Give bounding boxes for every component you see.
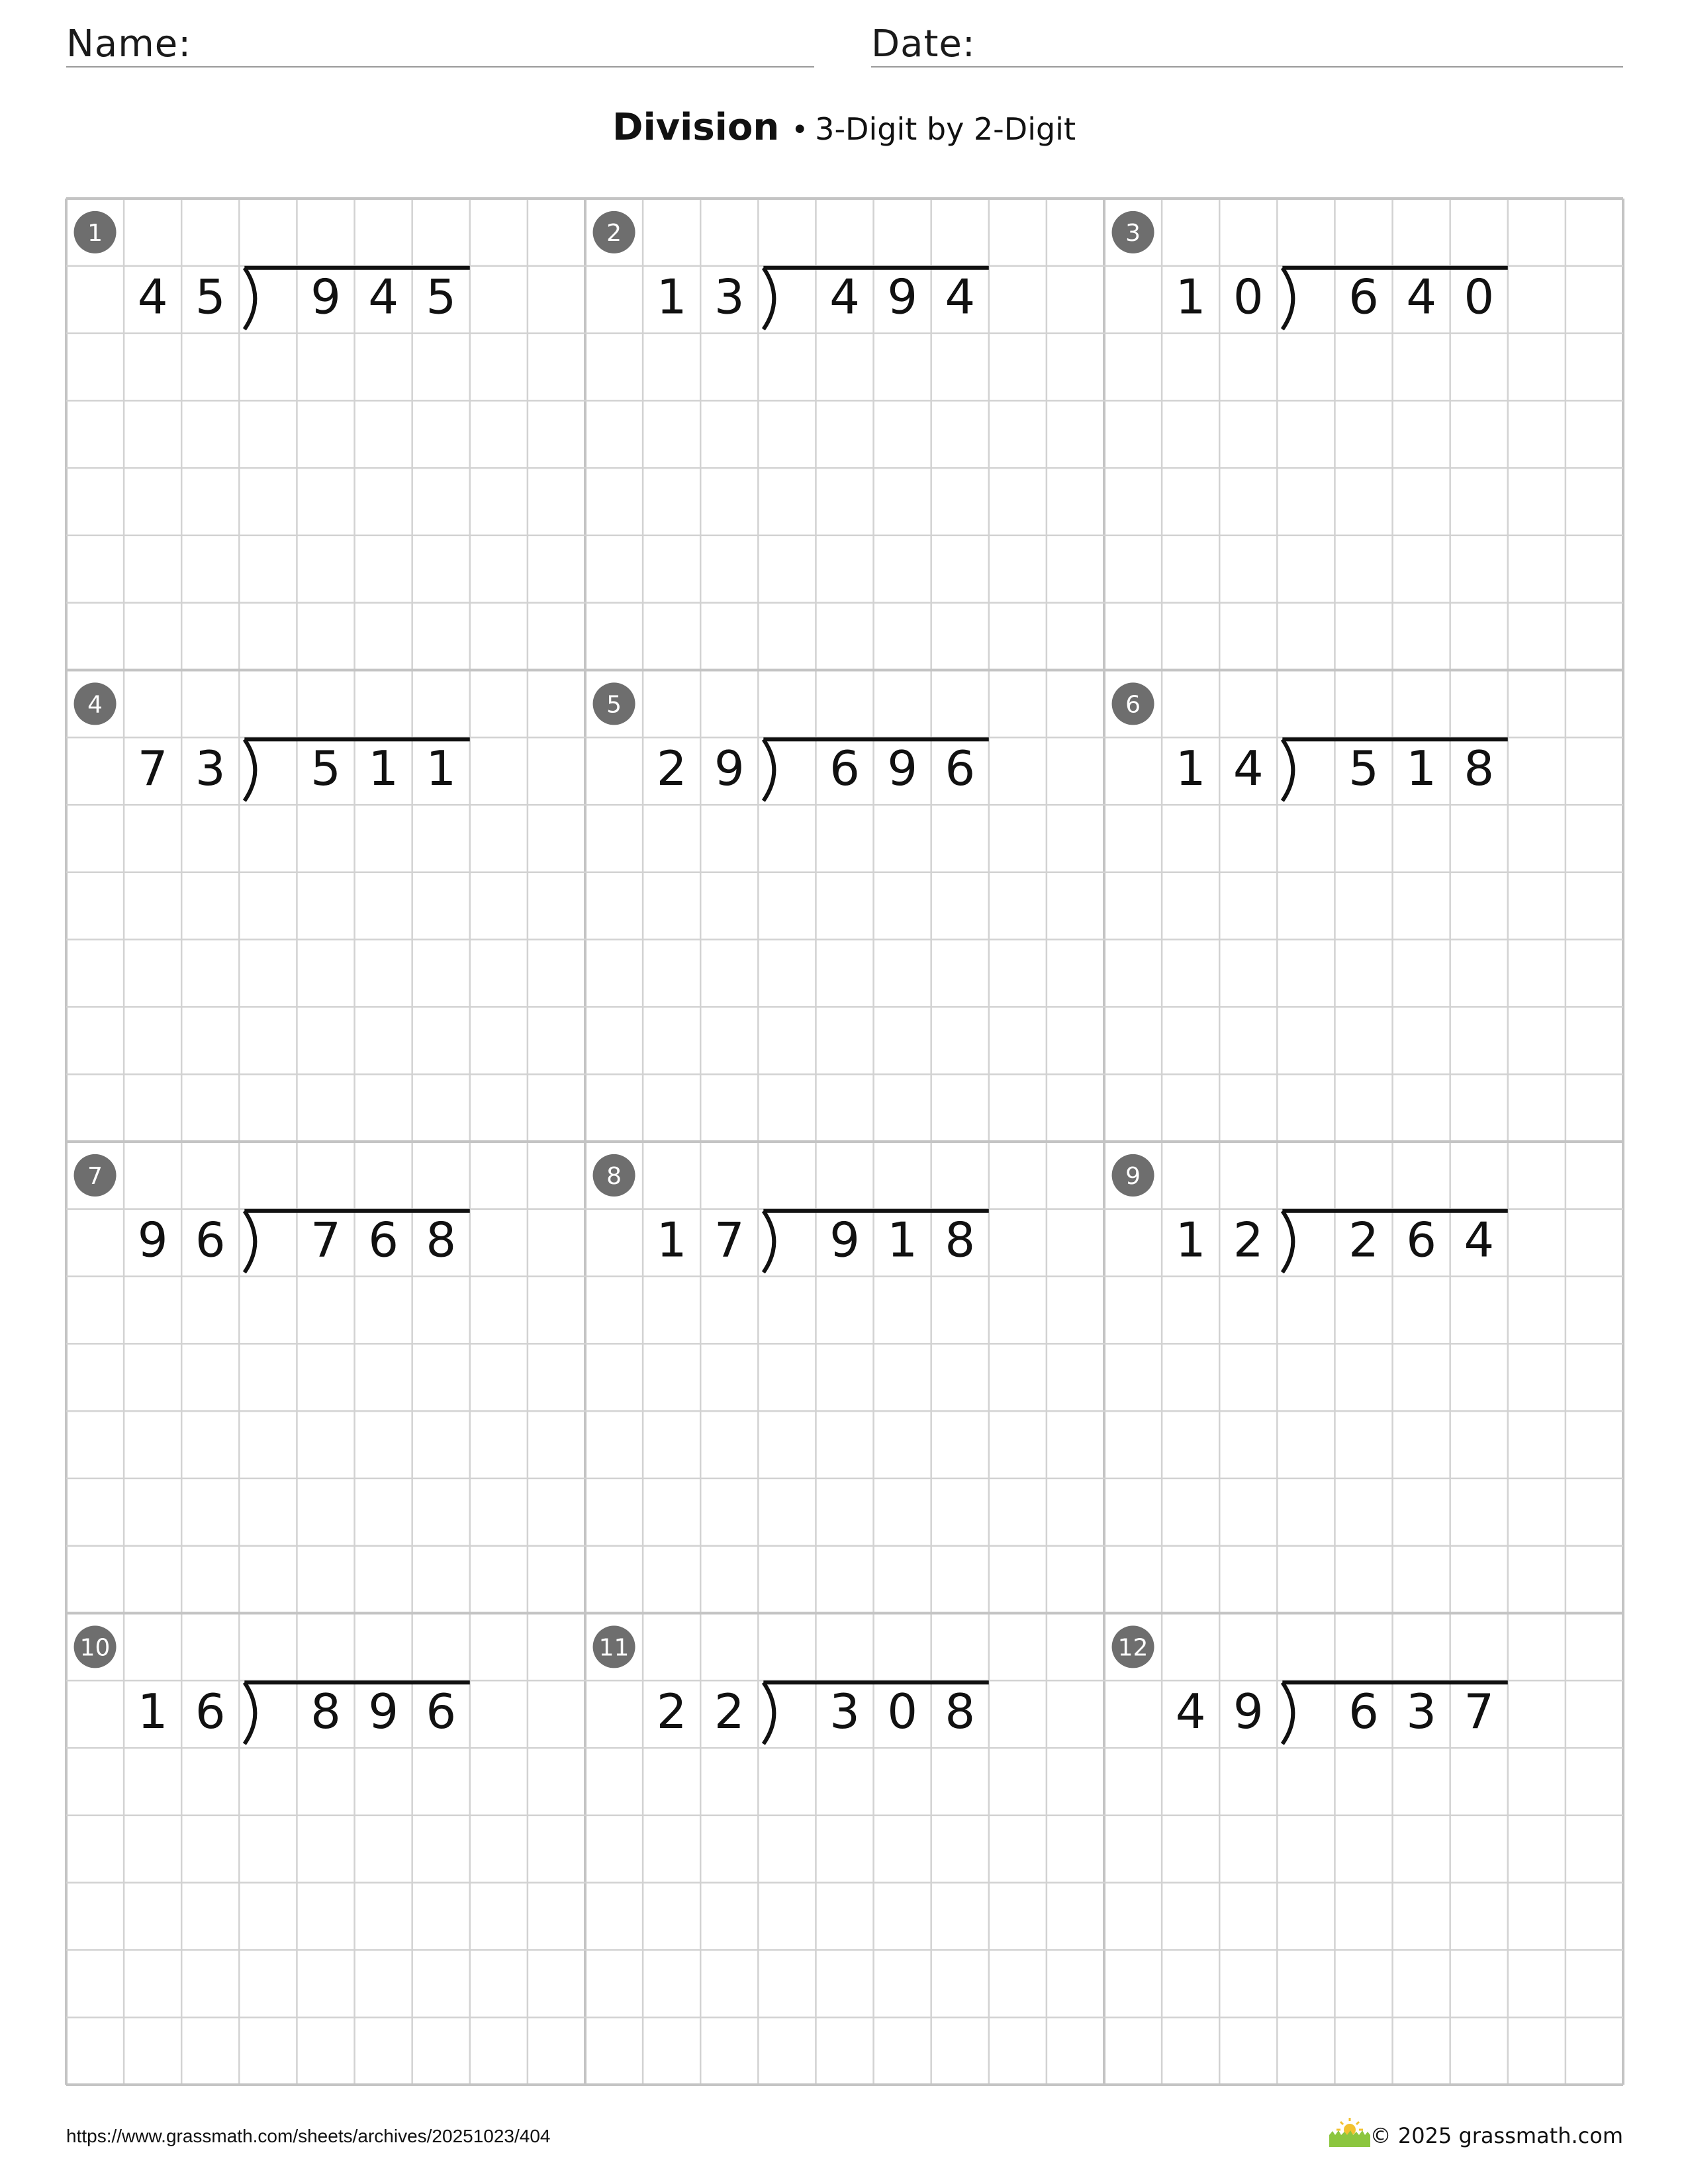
- footer-copyright: © 2025 grassmath.com: [1370, 2123, 1623, 2148]
- division-bracket: [763, 1211, 774, 1273]
- divisor-digit: 2: [1233, 1212, 1264, 1268]
- problem-8: [593, 1154, 989, 1273]
- divisor-digit: 9: [1233, 1684, 1264, 1740]
- dividend-digit: 7: [310, 1212, 341, 1268]
- dividend-digit: 9: [310, 269, 341, 325]
- dividend-digit: 3: [1406, 1684, 1437, 1740]
- dividend-digit: 2: [1348, 1212, 1379, 1268]
- divisor-digit: 7: [137, 741, 168, 797]
- title-subtitle: 3-Digit by 2-Digit: [815, 111, 1076, 147]
- dividend-digit: 6: [1406, 1212, 1437, 1268]
- divisor-digit: 3: [195, 741, 226, 797]
- dividend-digit: 6: [945, 741, 976, 797]
- dividend-digit: 9: [368, 1684, 399, 1740]
- problem-3: [1112, 211, 1508, 330]
- name-label: Name:: [66, 23, 192, 66]
- divisor-digit: 9: [137, 1212, 168, 1268]
- dividend-digit: 5: [310, 741, 341, 797]
- divisor-digit: 6: [195, 1684, 226, 1740]
- divisor-digit: 4: [1175, 1684, 1206, 1740]
- division-bracket: [1282, 739, 1293, 801]
- dividend-digit: 0: [887, 1684, 918, 1740]
- problem-1: [74, 211, 470, 330]
- dividend-digit: 4: [945, 269, 976, 325]
- divisor-digit: 7: [714, 1212, 745, 1268]
- division-bracket: [1282, 1682, 1293, 1744]
- division-bracket: [763, 1682, 774, 1744]
- dividend-digit: 8: [1464, 741, 1495, 797]
- divisor-digit: 4: [137, 269, 168, 325]
- problem-number: 8: [606, 1162, 622, 1190]
- title-main: Division: [612, 106, 780, 149]
- dividend-digit: 1: [368, 741, 399, 797]
- dividend-digit: 8: [310, 1684, 341, 1740]
- dividend-digit: 9: [887, 269, 918, 325]
- dividend-digit: 1: [887, 1212, 918, 1268]
- division-bracket: [1282, 268, 1293, 330]
- problem-number: 4: [87, 691, 103, 719]
- divisor-digit: 1: [137, 1684, 168, 1740]
- divisor-digit: 2: [656, 741, 687, 797]
- division-bracket: [244, 1211, 255, 1273]
- divisor-digit: 1: [1175, 1212, 1206, 1268]
- divisor-digit: 1: [1175, 269, 1206, 325]
- problem-number: 1: [87, 219, 103, 247]
- footer-url: https://www.grassmath.com/sheets/archives/20251023/404: [66, 2126, 551, 2146]
- dividend-digit: 6: [829, 741, 860, 797]
- divisor-digit: 4: [1233, 741, 1264, 797]
- divisor-digit: 5: [195, 269, 226, 325]
- dividend-digit: 6: [426, 1684, 457, 1740]
- dividend-digit: 4: [1464, 1212, 1495, 1268]
- problem-12: [1112, 1625, 1508, 1744]
- title-bullet: •: [791, 113, 809, 147]
- divisor-digit: 9: [714, 741, 745, 797]
- problem-6: [1112, 682, 1508, 801]
- problem-10: [74, 1625, 470, 1744]
- problem-7: [74, 1154, 470, 1273]
- divisor-digit: 1: [656, 269, 687, 325]
- problem-number: 12: [1117, 1634, 1149, 1662]
- division-bracket: [763, 739, 774, 801]
- divisor-digit: 1: [1175, 741, 1206, 797]
- dividend-digit: 3: [829, 1684, 860, 1740]
- divisor-digit: 2: [656, 1684, 687, 1740]
- divisor-digit: 3: [714, 269, 745, 325]
- problem-number: 10: [79, 1634, 111, 1662]
- division-bracket: [244, 739, 255, 801]
- dividend-digit: 8: [945, 1212, 976, 1268]
- dividend-digit: 5: [426, 269, 457, 325]
- divisor-digit: 1: [656, 1212, 687, 1268]
- division-bracket: [244, 268, 255, 330]
- dividend-digit: 6: [1348, 1684, 1379, 1740]
- dividend-digit: 4: [368, 269, 399, 325]
- dividend-digit: 9: [887, 741, 918, 797]
- grid-lines: [66, 199, 1623, 2085]
- problem-5: [593, 682, 989, 801]
- dividend-digit: 0: [1464, 269, 1495, 325]
- problem-number: 5: [606, 691, 622, 719]
- dividend-digit: 9: [829, 1212, 860, 1268]
- problem-11: [593, 1625, 989, 1744]
- problem-number: 3: [1125, 219, 1141, 247]
- date-label: Date:: [871, 23, 976, 66]
- problem-number: 9: [1125, 1162, 1141, 1190]
- problem-number: 2: [606, 219, 622, 247]
- division-bracket: [244, 1682, 255, 1744]
- problem-9: [1112, 1154, 1508, 1273]
- division-bracket: [763, 268, 774, 330]
- dividend-digit: 6: [1348, 269, 1379, 325]
- problem-4: [74, 682, 470, 801]
- division-bracket: [1282, 1211, 1293, 1273]
- dividend-digit: 1: [426, 741, 457, 797]
- dividend-digit: 4: [829, 269, 860, 325]
- dividend-digit: 5: [1348, 741, 1379, 797]
- divisor-digit: 6: [195, 1212, 226, 1268]
- problem-number: 11: [598, 1634, 630, 1662]
- problem-number: 6: [1125, 691, 1141, 719]
- dividend-digit: 8: [426, 1212, 457, 1268]
- grass-sun-logo-icon: [1327, 2115, 1373, 2148]
- divisor-digit: 0: [1233, 269, 1264, 325]
- problem-number: 7: [87, 1162, 103, 1190]
- problem-2: [593, 211, 989, 330]
- dividend-digit: 8: [945, 1684, 976, 1740]
- dividend-digit: 7: [1464, 1684, 1495, 1740]
- dividend-digit: 6: [368, 1212, 399, 1268]
- dividend-digit: 1: [1406, 741, 1437, 797]
- dividend-digit: 4: [1406, 269, 1437, 325]
- divisor-digit: 2: [714, 1684, 745, 1740]
